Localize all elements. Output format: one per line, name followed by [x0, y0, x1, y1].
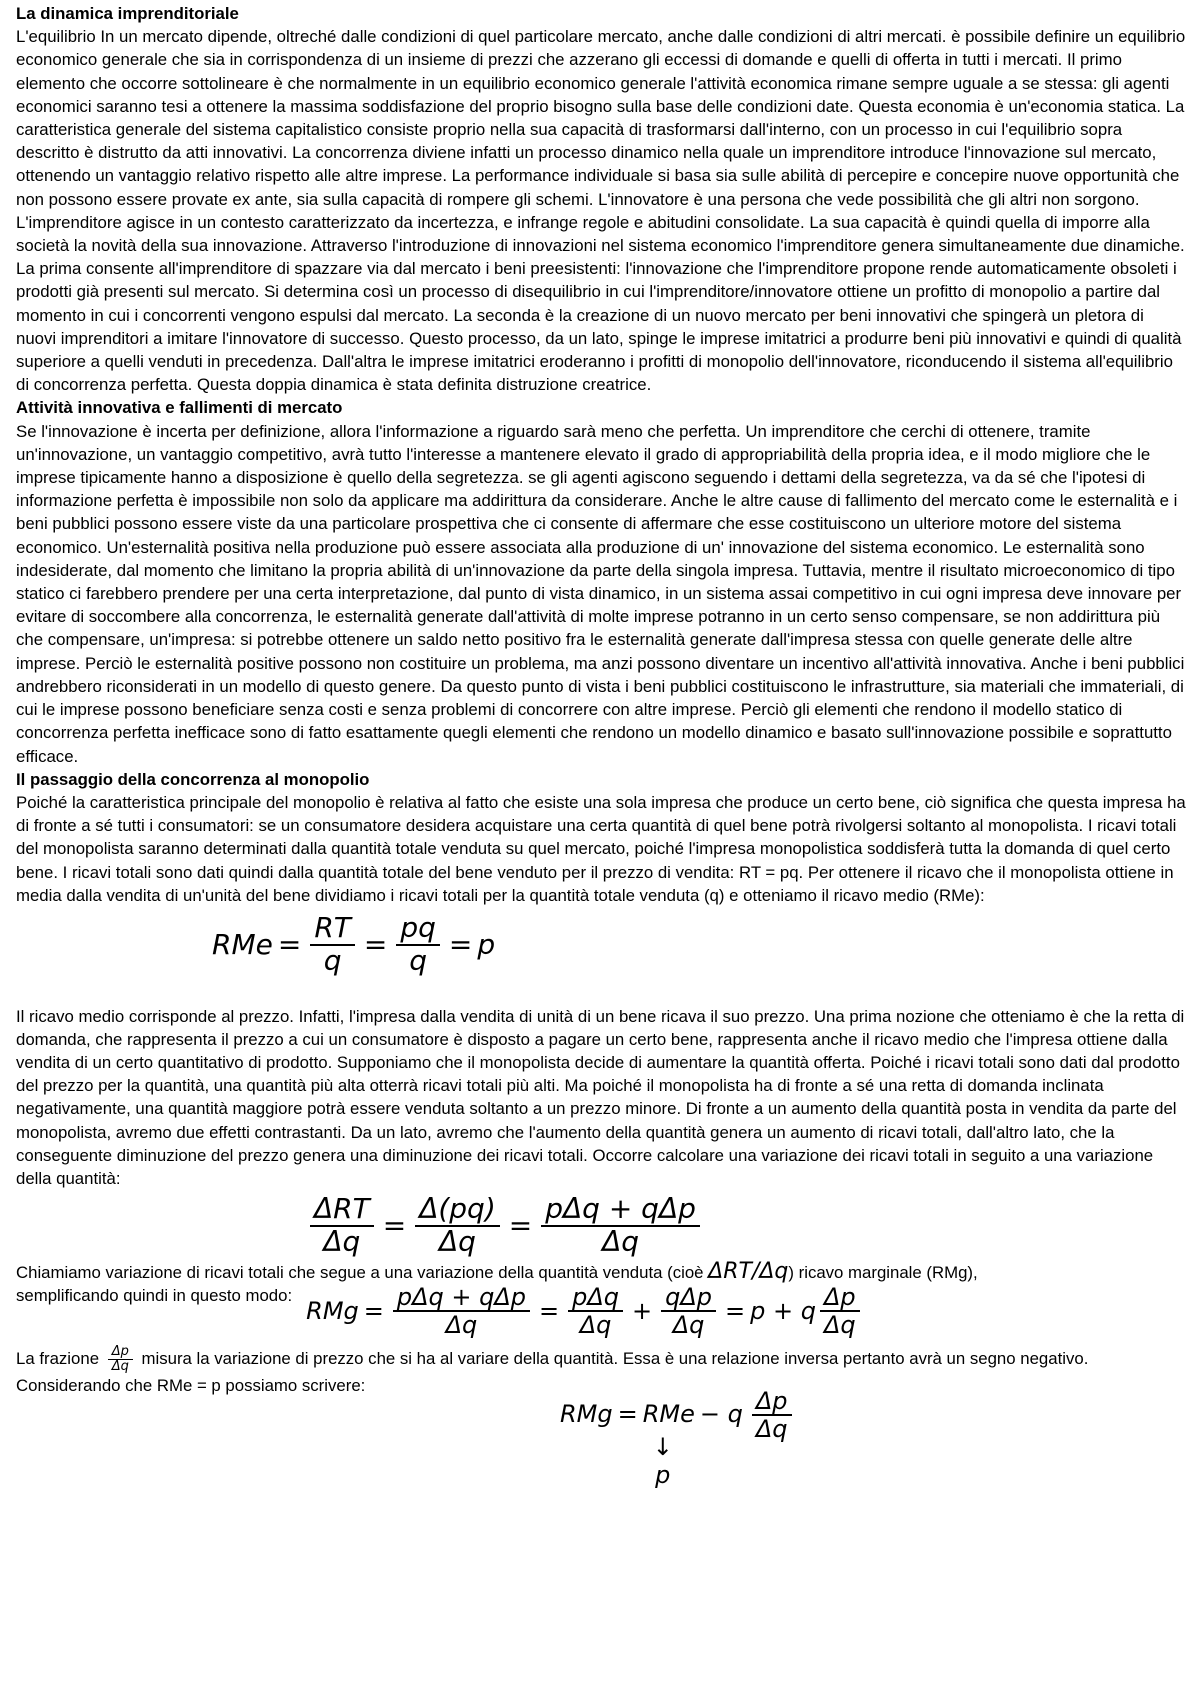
- paragraph-text: La frazione: [16, 1348, 100, 1368]
- formula-fraction: [661, 1284, 716, 1339]
- formula-term: − q: [699, 1400, 743, 1429]
- fraction-numerator: Δp: [820, 1284, 860, 1312]
- formula-rme-with-arrow: [642, 1400, 695, 1490]
- paragraph-text: misura la variazione di prezzo che si ha al variare della quantità. Essa è una relazione inversa pertanto avrà un segno negativo. Considerando che RMe = p possiamo scrivere:: [16, 1348, 1089, 1396]
- section-heading: La dinamica imprenditoriale: [16, 4, 239, 23]
- section-body: Se l'innovazione è incerta per definizione, allora l'informazione a riguardo sarà meno che perfetta. Un imprenditore che cerchi di ottenere, tramite un'innovazione, un vantaggio competitivo, avrà tutto l'interesse a mantenere elevato il grado di appropriabilità della propria idea, e il modo migliore che le imprese tipicamente hanno a disposizione è quello della segretezza. se gli agenti agiscono seguendo i dettami della segretezza, va da sé che l'ipotesi di informazione perfetta è impossibile non solo da applicare ma addirittura da considerare. Anche le altre cause di fallimento del mercato come le esternalità e i beni pubblici possono essere viste da una particolare prospettiva che ci consente di affermare che esse costituiscono un ulteriore motore del sistema economico. Un'esternalità positiva nella produzione può essere associata alla produzione di un' innovazione del sistema economico. Le esternalità sono indesiderate, dal momento che limitano la propria abilità di un'innovazione da parte della singola impresa. Tuttavia, mentre il risultato microeconomico di tipo statico ci farebbero prendere per una certa interpretazione, dal punto di vista dinamico, in un sistema assai competitivo in cui ogni impresa deve innovare per evitare di soccombere alla concorrenza, le esternalità generate dall'attività di molte imprese potranno in un certo senso compensare, se non addirittura più che compensare, un'impresa: si potrebbe ottenere un saldo netto positivo fra le esternalità generate dall'impresa stessa con quelle generate delle altre imprese. Perciò le esternalità positive possono non costituire un problema, ma anzi possono diventare un incentivo all'attività innovativa. Anche i beni pubblici andrebbero riconsiderati in un modello di questo genere. Da questo punto di vista i beni pubblici costituiscono le infrastrutture, sia materiali che immateriali, di cui le imprese possono beneficiare senza costi e senza problemi di concorrere con altre imprese. Perciò gli elementi che rendono il modello statico di concorrenza perfetta inefficace sono di fatto esattamente quegli elementi che rendono un modello dinamico e basato sull'innovazione possibile e soprattutto efficace.: [16, 421, 1185, 766]
- formula-average-revenue: [212, 910, 1186, 977]
- formula-equals: =: [363, 1296, 384, 1325]
- fraction-numerator: Δ(pq): [415, 1194, 500, 1227]
- formula-plus: +: [632, 1296, 653, 1325]
- formula-term: p: [477, 928, 496, 962]
- formula-term: RMe: [642, 1400, 695, 1429]
- fraction-denominator: Δq: [323, 1224, 361, 1258]
- fraction-numerator: pΔq + qΔp: [541, 1194, 700, 1227]
- formula-equals: =: [508, 1209, 533, 1243]
- fraction-denominator: Δq: [439, 1224, 476, 1258]
- fraction-denominator: Δq: [579, 1311, 612, 1340]
- fraction-numerator: pΔq: [568, 1284, 623, 1312]
- formula-fraction: [415, 1194, 500, 1258]
- formula-final: [550, 1386, 1186, 1490]
- section-body: L'equilibrio In un mercato dipende, oltreché dalle condizioni di quel particolare mercato, anche dalle condizioni di altri mercati. è possibile definire un equilibrio economico generale che sia in corrispondenza di un insieme di prezzi che azzerano gli eccessi di domande e quelli di offerta in tutti i mercati. Il primo elemento che occorre sottolineare è che normalmente in un equilibrio economico generale l'attività economica rimane sempre uguale a se stessa: gli agenti economici saranno tesi a ottenere la massima soddisfazione del proprio bisogno sulla base delle condizioni date. Questa economia è un'economia statica. La caratteristica generale del sistema capitalistico consiste proprio nella sua capacità di trasformarsi dall'interno, con un processo in cui l'equilibrio sopra descritto è distrutto da atti innovativi. La concorrenza diviene infatti un processo dinamico nella quale un imprenditore introduce l'innovazione sul mercato, ottenendo un vantaggio relativo rispetto alle altre imprese. La performance individuale si basa sia sulle abilità di percepire e concepire nuove opportunità che non possono essere provate ex ante, sia sulla capacità di rompere gli schemi. L'innovatore è una persona che vede possibilità che gli altri non sorgono. L'imprenditore agisce in un contesto caratterizzato da incertezza, e infrange regole e abitudini consolidate. La sua capacità è quindi quella di imporre alla società la novità della sua innovazione. Attraverso l'introduzione di innovazioni nel sistema economico l'imprenditore genera simultaneamente due dinamiche. La prima consente all'imprenditore di spazzare via dal mercato i beni preesistenti: l'innovazione che l'imprenditore propone rende automaticamente obsoleti i prodotti già presenti sul mercato. Si determina così un processo di disequilibrio in cui l'imprenditore/innovatore ottiene un profitto di monopolio a partire dal momento in cui i concorrenti vengono espulsi dal mercato. La seconda è la creazione di un nuovo mercato per beni innovativi che spingerà un pletora di nuovi imprenditori a imitare l'innovatore di successo. Questo processo, da un lato, spinge le imprese imitatrici a produrre beni più innovativi e quindi di qualità superiore a quelli venduti in precedenza. Dall'altra le imprese imitatrici eroderanno i profitti di monopolio dell'innovatore, riconducendo il sistema all'equilibrio di concorrenza perfetta. Questa doppia dinamica è stata definita distruzione creatrice.: [16, 27, 1186, 395]
- formula-term: p: [655, 1461, 671, 1490]
- formula-fraction: [541, 1194, 700, 1258]
- formula-term: RMg: [560, 1400, 613, 1429]
- down-arrow-icon: ↓: [652, 1433, 673, 1462]
- fraction-numerator: Δp: [752, 1388, 792, 1416]
- formula-equals: =: [539, 1296, 560, 1325]
- formula-term: p + q: [750, 1296, 816, 1325]
- formula-equals: =: [363, 928, 388, 962]
- paragraph-text: Chiamiamo variazione di ricavi totali che segue a una variazione della quantità venduta (cioè: [16, 1262, 704, 1282]
- fraction-numerator: qΔp: [661, 1284, 716, 1312]
- inline-fraction: [108, 1345, 133, 1375]
- marginal-revenue-row: [16, 1284, 1186, 1339]
- paragraph: Il ricavo medio corrisponde al prezzo. Infatti, l'impresa dalla vendita di unità di un bene ricava il suo prezzo. Una prima nozione che otteniamo è che la retta di domanda, che rappresenta il prezzo a cui un consumatore è disposto a pagare un certo bene, rappresenta anche il ricavo medio che l'impresa ottiene dalla vendita di un certo quantitativo di prodotto. Supponiamo che il monopolista decide di aumentare la quantità offerta. Poiché i ricavi totali sono dati dal prodotto del prezzo per la quantità, una quantità più alta otterrà ricavi totali più alti. Ma poiché il monopolista ha di fronte a sé una retta di domanda inclinata negativamente, una quantità maggiore potrà essere venduta soltanto a un prezzo minore. Di fronte a un aumento della quantità posta in vendita da parte del monopolista, avremo due effetti contrastanti. Da un lato, avremo che l'aumento della quantità genera un aumento di ricavi totali, dall'altro lato, che la conseguente diminuzione del prezzo genera una diminuzione dei ricavi totali. Occorre calcolare una variazione dei ricavi totali in seguito a una variazione della quantità:: [16, 1006, 1185, 1188]
- formula-equals: =: [725, 1296, 746, 1325]
- formula-equals: =: [382, 1209, 407, 1243]
- fraction-denominator: q: [323, 943, 342, 977]
- fraction-numerator: Δp: [108, 1345, 133, 1360]
- section-heading: Il passaggio della concorrenza al monopolio: [16, 769, 370, 789]
- formula-equals: =: [448, 928, 473, 962]
- formula-fraction: [310, 1194, 374, 1258]
- paragraph: [16, 1260, 1186, 1284]
- fraction-denominator: Δq: [755, 1414, 788, 1443]
- paragraph-text: ) ricavo marginale (RMg),: [788, 1262, 978, 1282]
- formula-fraction: [310, 910, 355, 977]
- formula-equals: =: [277, 928, 302, 962]
- formula-term: RMe: [212, 928, 273, 962]
- formula-arrow-group: [653, 1433, 673, 1489]
- document: [16, 2, 1186, 1490]
- formula-marginal-revenue-final: [560, 1386, 796, 1490]
- formula-fraction: [393, 1284, 530, 1339]
- fraction-denominator: q: [409, 943, 427, 977]
- fraction-numerator: ΔRT: [310, 1194, 374, 1227]
- fraction-numerator: pΔq + qΔp: [393, 1284, 530, 1312]
- formula-total-revenue-variation: [306, 1194, 1186, 1258]
- fraction-denominator: Δq: [111, 1359, 129, 1375]
- formula-fraction: [820, 1284, 860, 1339]
- formula-marginal-revenue: [306, 1284, 863, 1339]
- fraction-numerator: RT: [310, 913, 355, 946]
- formula-fraction: [568, 1284, 623, 1339]
- fraction-denominator: Δq: [445, 1311, 478, 1340]
- formula-fraction: [752, 1388, 792, 1443]
- fraction-denominator: Δq: [602, 1224, 640, 1258]
- fraction-denominator: Δq: [823, 1311, 856, 1340]
- section-heading: Attività innovativa e fallimenti di mercato: [16, 398, 343, 418]
- formula-fraction: [396, 910, 440, 977]
- fraction-numerator: pq: [396, 913, 440, 946]
- inline-formula: ΔRT/Δq: [708, 1258, 789, 1284]
- formula-term: RMg: [306, 1296, 359, 1325]
- section-body: Poiché la caratteristica principale del monopolio è relativa al fatto che esiste una sola impresa che produce un certo bene, ciò significa che questa impresa ha di fronte a sé tutti i consumatori: se un consumatore desidera acquistare una certa quantità di quel bene potrà rivolgersi soltanto al monopolista. I ricavi totali del monopolista saranno determinati dalla quantità totale venduta su quel mercato, poiché l'impresa monopolistica soddisferà tutta la domanda di quel certo bene. I ricavi totali sono dati quindi dalla quantità totale del bene venduto per il prezzo di vendita: RT = pq. Per ottenere il ricavo che il monopolista ottiene in media dalla vendita di un'unità del bene dividiamo i ricavi totali per la quantità totale venduta (q) e otteniamo il ricavo medio (RMe):: [16, 792, 1186, 905]
- paragraph-text: semplificando quindi in questo modo:: [16, 1285, 293, 1305]
- fraction-denominator: Δq: [672, 1311, 705, 1340]
- formula-equals: =: [617, 1400, 638, 1429]
